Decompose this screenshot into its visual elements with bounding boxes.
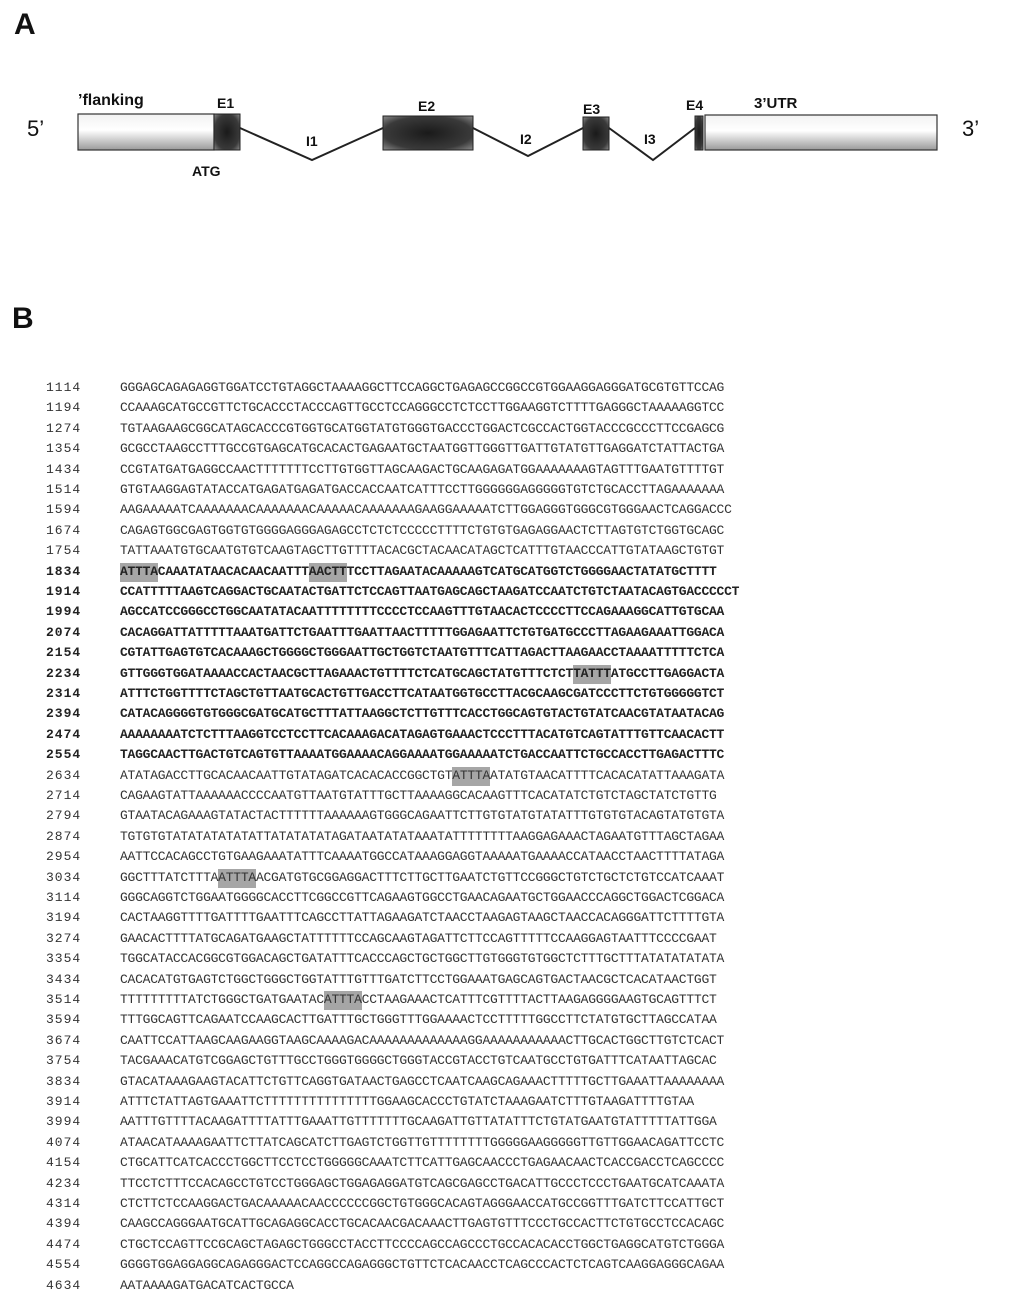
sequence-position: 1914	[46, 584, 82, 599]
sequence-text: CCGTATGATGAGGCCAACTTTTTTTCCTTGTGGTTAGCAAGACTGCAAGAGATGGAAAAAAAGTAGTTTGAATGTTTTGT	[120, 461, 725, 477]
sequence-text: TACGAAACATGTCGGAGCTGTTTGCCTGGGTGGGGCTGGGTACCGTACCTGTCAATGCCTGTGATTTCATAATTAGCAC	[120, 1053, 717, 1069]
sequence-text: ATTTCTATTAGTGAAATTCTTTTTTTTTTTTTTTGGAAGCACCCTGTATCTAAAGAATCTTTGTAAGATTTTGTAA	[120, 1094, 694, 1109]
three-prime-label: 3’	[962, 116, 980, 141]
sequence-position: 4314	[46, 1196, 82, 1211]
sequence-position: 3514	[46, 992, 82, 1007]
exon-e4	[695, 116, 703, 150]
sequence-text: CAGAGTGGCGAGTGGTGTGGGGAGGGAGAGCCTCTCTCCCCCTTTTCTGTGTGAGAGGAACTCTTAGTGTCTGGTGCAGC	[120, 522, 725, 538]
exon-e2	[383, 116, 473, 150]
sequence-text: TATTAAATGTGCAATGTGTCAAGTAGCTTGTTTTACACGCTACAACATAGCTCATTTGTAACCCATTGTATAAGCTGTGT	[120, 543, 725, 559]
exon-e1-label: E1	[217, 95, 235, 111]
sequence-text: GGCTTTATCTTTAATTTAACGATGTGCGGAGGACTTTCTTGCTTGAATCTGTTCCGGGCTGTCTGCTCTGTCCATCAAAT	[120, 870, 724, 885]
sequence-text: TTCCTCTTTCCACAGCCTGTCCTGGGAGCTGGAGAGGATGTCAGCGAGCCTGACATTGCCCTCCCTGAATGCATCAAATA	[120, 1175, 725, 1191]
sequence-position: 2874	[46, 828, 82, 844]
atg-label: ATG	[192, 163, 221, 179]
attta-motif-highlight: AACTT	[309, 563, 347, 582]
sequence-text: ATAACATAAAAGAATTCTTATCAGCATCTTGAGTCTGGTTGTTTTTTTTGGGGGAAGGGGGTTGTTGGAACAGATTCCTC	[120, 1134, 725, 1150]
sequence-text: CATACAGGGGTGTGGGCGATGCATGCTTTATTAAGGCTCTTGTTTCACCTGGCAGTGTACTGTATCAACGTATAATACAG	[120, 706, 725, 722]
sequence-position: 3354	[46, 951, 82, 967]
sequence-position: 2234	[46, 665, 82, 681]
sequence-text: TAGGCAACTTGACTGTCAGTGTTAAAATGGAAAACAGGAAAATGGAAAAATCTGACCAATTCTGCCACCTTGAGACTTTC	[120, 747, 725, 763]
sequence-text: CAGAAGTATTAAAAAACCCCAATGTTAATGTATTTGCTTAAAAGGCACAAGTTTCACATATCTGTCTAGCTATCTGTTG	[120, 788, 717, 803]
sequence-position: 4474	[46, 1236, 82, 1252]
sequence-position: 1354	[46, 441, 82, 457]
sequence-position: 1194	[46, 400, 82, 416]
sequence-position: 4394	[46, 1216, 82, 1232]
sequence-position: 1594	[46, 502, 82, 518]
sequence-position: 1114	[46, 380, 82, 395]
panel-label-a: A	[14, 8, 36, 41]
sequence-position: 3594	[46, 1012, 82, 1028]
attta-motif-highlight: TATTT	[573, 665, 611, 684]
sequence-text: TGTGTGTATATATATATATTATATATATAGATAATATATAAATATTTTTTTTAAGGAGAAACTAGAATGTTTAGCTAGAA	[120, 828, 725, 844]
sequence-text: TGGCATACCACGGCGTGGACAGCTGATATTTCACCCAGCTGCTGGCTTGTGGGTGTGGCTCTTTGCTTTATATATATATA	[120, 951, 725, 967]
exon-e1	[214, 114, 240, 150]
attta-motif-highlight: ATTTA	[218, 869, 256, 888]
sequence-position: 2954	[46, 849, 82, 865]
sequence-position: 3674	[46, 1032, 82, 1048]
sequence-position: 2474	[46, 726, 82, 742]
attta-motif-highlight: ATTTA	[324, 991, 362, 1010]
sequence-position: 2394	[46, 706, 82, 722]
intron-i1-label: I1	[306, 133, 318, 149]
sequence-text: CTCTTCTCCAAGGACTGACAAAAACAACCCCCCGGCTGTGGGCACAGTAGGGAACCATGCCGGTTTGATCTTCCATTGCT	[120, 1196, 725, 1211]
sequence-text: GAACACTTTTATGCAGATGAAGCTATTTTTTCCAGCAAGTAGATTCTTCCAGTTTTTCCAAGGAGTAATTTCCCCGAAT	[120, 930, 717, 946]
exon-e2-label: E2	[418, 98, 436, 114]
sequence-position: 3914	[46, 1094, 82, 1109]
sequence-position: 3114	[46, 890, 82, 905]
sequence-position: 3034	[46, 869, 82, 885]
sequence-text: CGTATTGAGTGTCACAAAGCTGGGGCTGGGAATTGCTGGTCTAATGTTTCATTAGACTTAAGAACCTAAAATTTTTCTCA	[120, 645, 725, 661]
intron-i2-label: I2	[520, 131, 532, 147]
sequence-position: 2074	[46, 624, 82, 640]
sequence-text: GGGCAGGTCTGGAATGGGGCACCTTCGGCCGTTCAGAAGTGGCCTGAACAGAATGCTGGAACCCAGGCTGGACTCGGACA	[120, 890, 725, 905]
sequence-position: 3274	[46, 930, 82, 946]
sequence-position: 1994	[46, 604, 82, 620]
sequence-position: 1274	[46, 420, 82, 436]
sequence-position: 2634	[46, 767, 82, 783]
sequence-position: 1434	[46, 461, 82, 477]
sequence-text: CTGCATTCATCACCCTGGCTTCCTCCTGGGGGCAAATCTTCATTGAGCAACCCTGAGAACAACTCACCGACCTCAGCCCC	[120, 1155, 725, 1171]
sequence-position: 3994	[46, 1114, 82, 1130]
utr-label: 3’UTR	[754, 95, 798, 112]
flanking-label: ’flanking	[78, 92, 144, 109]
sequence-position: 3194	[46, 910, 82, 926]
sequence-text: CAATTCCATTAAGCAAGAAGGTAAGCAAAAGACAAAAAAAAAAAAAGGAAAAAAAAAAACTTGCACTGGCTTGTCTCACT	[120, 1032, 725, 1048]
sequence-text: GTACATAAAGAAGTACATTCTGTTCAGGTGATAACTGAGCCTCAATCAAGCAGAAACTTTTTGCTTGAAATTAAAAAAAA	[120, 1073, 725, 1089]
sequence-text: TTTTTTTTTATCTGGGCTGATGAATACATTTACCTAAGAAACTCATTTCGTTTTACTTAAGAGGGGAAGTGCAGTTTCT	[120, 992, 717, 1007]
three-prime-utr-box	[705, 115, 937, 150]
sequence-position: 2554	[46, 747, 82, 763]
intron-i3-label: I3	[644, 131, 656, 147]
sequence-text: ATTTCTGGTTTTCTAGCTGTTAATGCACTGTTGACCTTCATAATGGTGCCTTACGCAAGCGATCCCTTCTGTGGGGGTCT	[120, 686, 725, 701]
sequence-text: GTTGGGTGGATAAAACCACTAACGCTTAGAAACTGTTTTCTCATGCAGCTATGTTTCTCTTATTTATGCCTTGAGGACTA	[120, 666, 724, 681]
sequence-position: 4554	[46, 1257, 82, 1273]
five-prime-flanking-box	[78, 114, 214, 150]
sequence-text: AATTTGTTTTACAAGATTTTATTTGAAATTGTTTTTTTGCAAGATTGTTATATTTCTGTATGAATGTATTTTTATTGGA	[120, 1114, 717, 1130]
sequence-text: CAAGCCAGGGAATGCATTGCAGAGGCACCTGCACAACGACAAACTTGAGTGTTTCCCTGCCACTTCTGTGCCTCCACAGC	[120, 1216, 725, 1232]
sequence-text: ATTTACAAATATAACACAACAATTTAACTTTCCTTAGAATACAAAAAGTCATGCATGGTCTGGGGAACTATATGCTTTT	[120, 564, 717, 579]
exon-e4-label: E4	[686, 97, 704, 113]
sequence-text: CCAAAGCATGCCGTTCTGCACCCTACCCAGTTGCCTCCAGGGCCTCTCCTTGGAAGGTCTTTTGAGGGCTAAAAAGGTCC	[120, 400, 725, 416]
sequence-text: CACTAAGGTTTTGATTTTGAATTTCAGCCTTATTAGAAGATCTAACCTAAGAGTAAGCTAACCACAGGGATTCTTTTGTA	[120, 910, 725, 926]
sequence-position: 2794	[46, 808, 82, 824]
exon-e3-label: E3	[583, 101, 601, 117]
attta-motif-highlight: ATTTA	[120, 563, 158, 582]
sequence-text: AAGAAAAATCAAAAAAACAAAAAAACAAAAACAAAAAAAGAAGGAAAAATCTTGGAGGGTGGGCGTGGGAACTCAGGACCC	[120, 502, 732, 518]
sequence-text: AAAAAAAATCTCTTTAAGGTCCTCCTTCACAAAGACATAGAGTGAAACTCCCTTTACATGTCAGTATTTGTTCAACACTT	[120, 726, 725, 742]
sequence-text: CACAGGATTATTTTTAAATGATTCTGAATTTGAATTAACTTTTTGGAGAATTCTGTGATGCCCTTAGAAGAAATTGGACA	[120, 624, 725, 640]
sequence-position: 2314	[46, 686, 82, 701]
sequence-position: 3834	[46, 1073, 82, 1089]
five-prime-label: 5’	[27, 116, 45, 141]
sequence-text: TGTAAGAAGCGGCATAGCACCCGTGGTGCATGGTATGTGGGTGACCCTGGACTCGCCACTGGTACCCGCCCTTCCGAGCG	[120, 420, 725, 436]
sequence-text: CACACATGTGAGTCTGGCTGGGCTGGTATTTGTTTGATCTTCCTGGAAATGAGCAGTGACTAACGCTCACATAACTGGT	[120, 971, 717, 987]
sequence-position: 4154	[46, 1155, 82, 1171]
sequence-position: 3754	[46, 1053, 82, 1069]
sequence-position: 4634	[46, 1277, 82, 1293]
sequence-text: AATTCCACAGCCTGTGAAGAAATATTTCAAAATGGCCATAAAGGAGGTAAAAATGAAAACCATAACCTAACTTTTATAGA	[120, 849, 725, 865]
sequence-position: 3434	[46, 971, 82, 987]
sequence-text: GGGAGCAGAGAGGTGGATCCTGTAGGCTAAAAGGCTTCCAGGCTGAGAGCCGGCCGTGGAAGGAGGGATGCGTGTTCCAG	[120, 380, 725, 395]
panel-label-b: B	[12, 302, 34, 335]
sequence-position: 1834	[46, 563, 82, 579]
sequence-text: GGGGTGGAGGAGGCAGAGGGACTCCAGGCCAGAGGGCTGTTCTCACAACCTCAGCCCACTCTCAGTCAAGGAGGGCAGAA	[120, 1257, 725, 1273]
sequence-text: GCGCCTAAGCCTTTGCCGTGAGCATGCACACTGAGAATGCTAATGGTTGGGTTGATTGTATGTTGAGGATCTATTACTGA	[120, 441, 725, 457]
sequence-text: CTGCTCCAGTTCCGCAGCTAGAGCTGGGCCTACCTTCCCCAGCCAGCCCTGCCACACACCTGGCTGAGGCATGTCTGGGA	[120, 1236, 725, 1252]
sequence-position: 1754	[46, 543, 82, 559]
sequence-text: GTGTAAGGAGTATACCATGAGATGAGATGACCACCAATCATTTCCTTGGGGGGAGGGGGTGTCTGCACCTTAGAAAAAAA	[120, 482, 725, 497]
sequence-text: GTAATACAGAAAGTATACTACTTTTTTAAAAAAGTGGGCAGAATTCTTGTGTATGTATATTTGTGTGTACAGTATGTGTA	[120, 808, 725, 824]
sequence-position: 1674	[46, 522, 82, 538]
sequence-text: AGCCATCCGGGCCTGGCAATATACAATTTTTTTTCCCCTCCAAGTTTGTAACACTCCCCTTCCAGAAAGGCATTGTGCAA	[120, 604, 725, 620]
exon-e3	[583, 117, 609, 150]
gene-structure-diagram	[0, 80, 1024, 280]
sequence-position: 2154	[46, 645, 82, 661]
sequence-position: 4234	[46, 1175, 82, 1191]
sequence-text: TTTGGCAGTTCAGAATCCAAGCACTTGATTTGCTGGGTTTGGAAAACTCCTTTTTGGCCTTCTATGTGCTTAGCCATAA	[120, 1012, 717, 1028]
sequence-position: 4074	[46, 1134, 82, 1150]
sequence-text: CCATTTTTAAGTCAGGACTGCAATACTGATTCTCCAGTTAATGAGCAGCTAAGATCCAATCTGTCTAATACAGTGACCCCCT	[120, 584, 740, 599]
attta-motif-highlight: ATTTA	[452, 767, 490, 786]
sequence-text: AATAAAAGATGACATCACTGCCA	[120, 1277, 294, 1293]
sequence-position: 1514	[46, 482, 82, 497]
sequence-text: ATATAGACCTTGCACAACAATTGTATAGATCACACACCGGCTGTATTTAATATGTAACATTTTCACACATATTAAAGATA	[120, 768, 724, 783]
sequence-position: 2714	[46, 788, 82, 803]
